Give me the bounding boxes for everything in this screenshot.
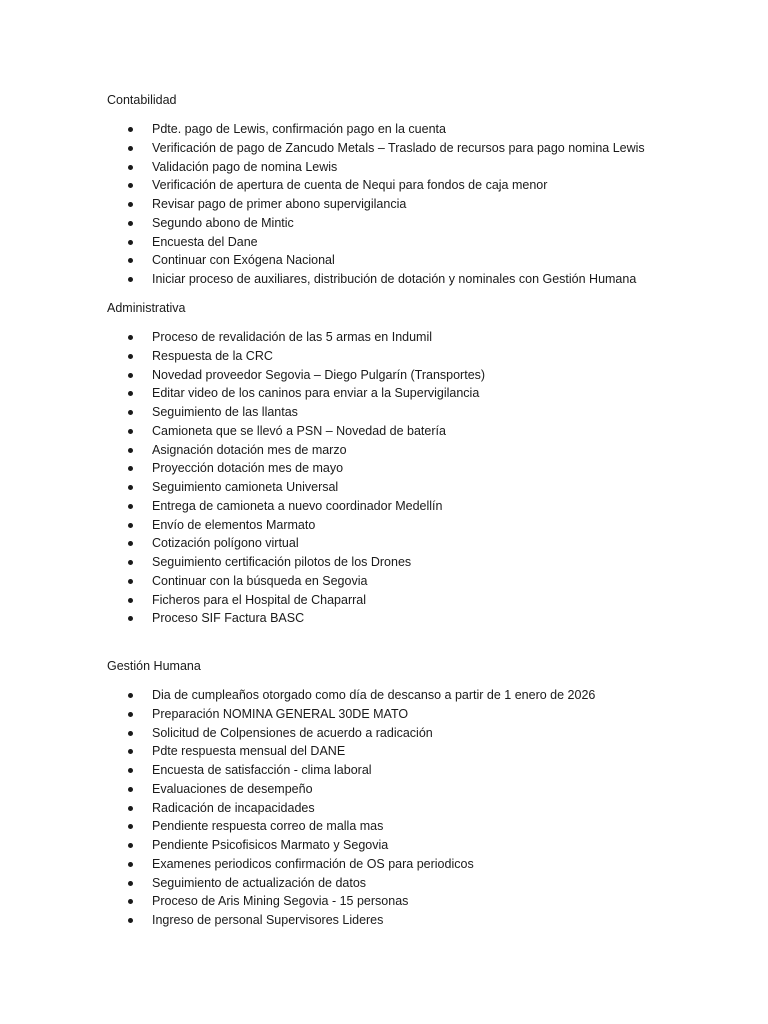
list-item-text: Solicitud de Colpensiones de acuerdo a radicación <box>152 725 433 740</box>
list-item-text: Seguimiento certificación pilotos de los Drones <box>152 555 412 569</box>
bullet-icon <box>128 541 133 546</box>
bullet-icon <box>128 824 133 829</box>
bullet-icon <box>128 598 133 603</box>
list-item-text: Seguimiento camioneta Universal <box>152 480 339 494</box>
list-item-text: Preparación NOMINA GENERAL 30DE MATO <box>152 706 409 721</box>
bullet-icon <box>128 466 133 471</box>
bullet-icon <box>128 146 133 151</box>
list-item-text: Envío de elementos Marmato <box>152 517 316 532</box>
list-item-text: Validación pago de nomina Lewis <box>152 159 338 174</box>
bullet-icon <box>128 165 133 170</box>
list-item-text: Pdte respuesta mensual del DANE <box>152 744 346 759</box>
bullet-icon <box>128 448 133 453</box>
list-item-text: Dia de cumpleaños otorgado como día de descanso a partir de 1 enero de 2026 <box>152 688 596 702</box>
list-item-text: Ficheros para el Hospital de Chaparral <box>152 592 366 607</box>
bullet-icon <box>128 768 133 773</box>
list-item-text: Proceso SIF Factura BASC <box>152 611 305 626</box>
list-item-text: Cotización polígono virtual <box>152 536 299 551</box>
list-item-text: Pdte. pago de Lewis, confirmación pago en la cuenta <box>152 122 446 136</box>
list-item-text: Encuesta de satisfacción - clima laboral <box>152 763 372 777</box>
list-item-text: Revisar pago de primer abono supervigilancia <box>152 197 407 211</box>
bullet-icon <box>128 918 133 923</box>
list-item-text: Asignación dotación mes de marzo <box>152 442 347 457</box>
bullet-icon <box>128 202 133 207</box>
list-item-text: Pendiente respuesta correo de malla mas <box>152 819 384 834</box>
bullet-icon <box>128 335 133 340</box>
list-item-text: Proceso de Aris Mining Segovia - 15 personas <box>152 894 409 909</box>
bullet-icon <box>128 712 133 717</box>
bullet-icon <box>128 127 133 132</box>
bullet-icon <box>128 240 133 245</box>
list-item-text: Editar video de los caninos para enviar a la Supervigilancia <box>152 386 480 401</box>
bullet-icon <box>128 277 133 282</box>
list-item-text: Encuesta del Dane <box>152 234 258 249</box>
bullet-icon <box>128 560 133 565</box>
bullet-icon <box>128 221 133 226</box>
list-item-text: Ingreso de personal Supervisores Lideres <box>152 913 384 927</box>
bullet-icon <box>128 806 133 811</box>
list-item-text: Verificación de pago de Zancudo Metals – Traslado de recursos para pago nomina Lewis <box>152 140 645 155</box>
list-item-text: Novedad proveedor Segovia – Diego Pulgarín (Transportes) <box>152 367 486 382</box>
bullet-icon <box>128 693 133 698</box>
bullet-icon <box>128 485 133 490</box>
bullet-icon <box>128 881 133 886</box>
bullet-icon <box>128 258 133 263</box>
list-item-text: Seguimiento de actualización de datos <box>152 875 367 890</box>
list-item-text: Iniciar proceso de auxiliares, distribución de dotación y nominales con Gestión Humana <box>152 272 637 286</box>
bullet-icon <box>128 899 133 904</box>
list-item-text: Respuesta de la CRC <box>152 348 273 363</box>
bullet-icon <box>128 616 133 621</box>
list-item-text: Proceso de revalidación de las 5 armas en Indumil <box>152 330 433 344</box>
bullet-icon <box>128 787 133 792</box>
list-item-text: Examenes periodicos confirmación de OS para periodicos <box>152 856 474 871</box>
bullet-icon <box>128 429 133 434</box>
bullet-icon <box>128 523 133 528</box>
list-item-text: Segundo abono de Mintic <box>152 215 294 230</box>
list-item-text: Radicación de incapacidades <box>152 800 315 815</box>
list-item-text: Camioneta que se llevó a PSN – Novedad de batería <box>152 423 446 438</box>
section-heading-administrativa: Administrativa <box>107 301 186 315</box>
bullet-icon <box>128 354 133 359</box>
bullet-icon <box>128 391 133 396</box>
list-item-text: Continuar con la búsqueda en Segovia <box>152 573 368 588</box>
bullet-icon <box>128 373 133 378</box>
bullet-icon <box>128 410 133 415</box>
list-item-text: Seguimiento de las llantas <box>152 405 298 419</box>
section-heading-contabilidad: Contabilidad <box>107 93 177 107</box>
bullet-icon <box>128 183 133 188</box>
bullet-icon <box>128 749 133 754</box>
list-item-text: Proyección dotación mes de mayo <box>152 461 344 476</box>
section-heading-gestion-humana: Gestión Humana <box>107 659 201 673</box>
list-item-text: Entrega de camioneta a nuevo coordinador Medellín <box>152 498 443 513</box>
bullet-icon <box>128 862 133 867</box>
bullet-icon <box>128 731 133 736</box>
list-item-text: Evaluaciones de desempeño <box>152 781 313 796</box>
list-item-text: Pendiente Psicofisicos Marmato y Segovia <box>152 838 389 852</box>
list-item-text: Continuar con Exógena Nacional <box>152 253 335 268</box>
bullet-icon <box>128 843 133 848</box>
bullet-icon <box>128 579 133 584</box>
bullet-icon <box>128 504 133 509</box>
list-item-text: Verificación de apertura de cuenta de Nequi para fondos de caja menor <box>152 178 548 193</box>
